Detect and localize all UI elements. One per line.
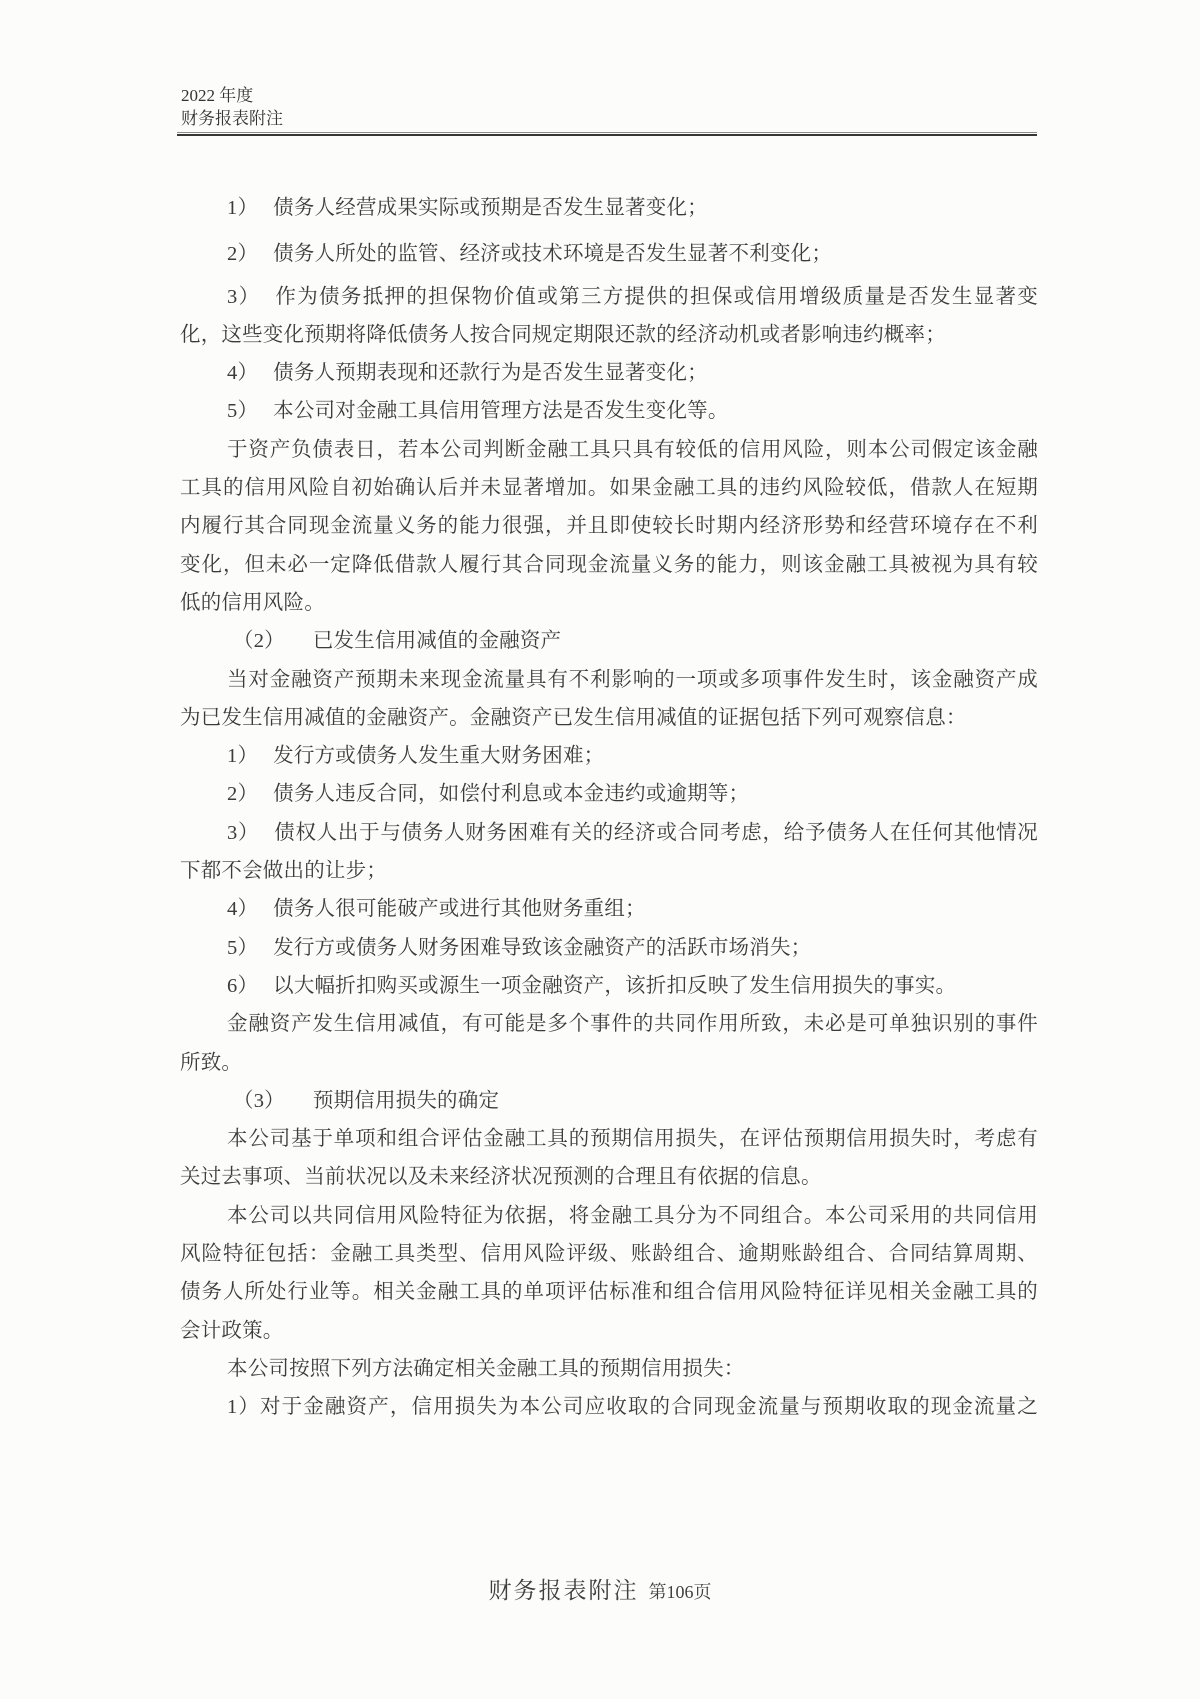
list-marker: 3） <box>227 821 260 844</box>
paragraph-first-line: 金融资产发生信用减值，有可能是多个事件的共同作用所致，未必是可单独识别的事件 <box>227 1013 1038 1036</box>
list-item-text: 债务人所处的监管、经济或技术环境是否发生显著不利变化； <box>273 243 833 266</box>
paragraph-first-line: 于资产负债表日，若本公司判断金融工具只具有较低的信用风险，则本公司假定该金融 <box>227 438 1038 461</box>
section-heading <box>180 622 1038 660</box>
list-marker: 4） <box>227 362 259 385</box>
list-item-text: 债权人出于与债务人财务困难有关的经济或合同考虑，给予债务人在任何其他情况 <box>274 821 1038 844</box>
header-year: 2022 年度 <box>181 86 254 105</box>
heading-text: 已发生信用减值的金融资产 <box>312 630 562 653</box>
list-item-text: 本公司对金融工具信用管理方法是否发生变化等。 <box>273 400 729 423</box>
list-item <box>180 235 1038 273</box>
body-line: 关过去事项、当前状况以及未来经济状况预测的合理且有依据的信息。 <box>180 1166 822 1189</box>
list-marker: 1） <box>227 197 259 219</box>
list-item-text: 债务人违反合同，如偿付利息或本金违约或逾期等； <box>273 783 750 806</box>
body-line: 风险特征包括：金融工具类型、信用风险评级、账龄组合、逾期账龄组合、合同结算周期、 <box>180 1243 1038 1266</box>
heading-marker: （2） <box>233 630 285 653</box>
list-item-text: 债务人经营成果实际或预期是否发生显著变化； <box>273 197 708 219</box>
list-item-text: 发行方或债务人财务困难导致该金融资产的活跃市场消失； <box>273 936 812 959</box>
list-marker: 4） <box>227 898 259 921</box>
list-item-text: 以大幅折扣购买或源生一项金融资产，该折扣反映了发生信用损失的事实。 <box>273 974 957 997</box>
body-line: 债务人所处行业等。相关金融工具的单项评估标准和组合信用风险特征详见相关金融工具的 <box>180 1281 1038 1304</box>
body-line: 为已发生信用减值的金融资产。金融资产已发生信用减值的证据包括下列可观察信息： <box>180 706 967 729</box>
list-marker: 2） <box>227 783 259 806</box>
list-item-text: 作为债务抵押的担保物价值或第三方提供的担保或信用增级质量是否发生显著变 <box>275 285 1039 308</box>
list-item-text: 发行方或债务人发生重大财务困难； <box>273 745 605 768</box>
body-line: 化，这些变化预期将降低债务人按合同规定期限还款的经济动机或者影响违约概率； <box>180 323 946 346</box>
header-doc-title: 财务报表附注 <box>181 109 283 128</box>
list-item <box>180 814 1038 852</box>
paragraph-first-line: 1）对于金融资产，信用损失为本公司应收取的合同现金流量与预期收取的现金流量之 <box>227 1396 1038 1419</box>
list-marker: 6） <box>227 974 259 997</box>
paragraph-first-line: 本公司基于单项和组合评估金融工具的预期信用损失，在评估预期信用损失时，考虑有 <box>227 1128 1038 1151</box>
heading-text: 预期信用损失的确定 <box>312 1089 500 1112</box>
paragraph-first-line: 当对金融资产预期未来现金流量具有不利影响的一项或多项事件发生时，该金融资产成 <box>227 668 1038 691</box>
list-item <box>180 392 1038 430</box>
list-item <box>180 890 1038 928</box>
heading-marker: （3） <box>233 1089 285 1112</box>
body-line: 下都不会做出的让步； <box>180 860 387 883</box>
paragraph-first-line: 本公司以共同信用风险特征为依据，将金融工具分为不同组合。本公司采用的共同信用 <box>227 1204 1038 1227</box>
body-line: 低的信用风险。 <box>180 591 325 614</box>
list-marker: 2） <box>227 243 259 266</box>
list-item <box>180 775 1038 813</box>
header-rule <box>177 132 1037 136</box>
body-line: 所致。 <box>180 1051 243 1074</box>
body-line: 变化，但未必一定降低借款人履行其合同现金流量义务的能力，则该金融工具被视为具有较 <box>180 553 1038 576</box>
list-marker: 1） <box>227 745 259 768</box>
page-footer <box>0 1572 1200 1605</box>
list-item <box>180 929 1038 967</box>
list-marker: 5） <box>227 936 259 959</box>
footer-page-number: 第106页 <box>648 1582 712 1602</box>
list-marker: 5） <box>227 400 259 423</box>
list-item-text: 债务人很可能破产或进行其他财务重组； <box>273 898 646 921</box>
footer-doc-title: 财务报表附注 <box>488 1578 639 1603</box>
list-item <box>180 189 1038 227</box>
paragraph-first-line: 本公司按照下列方法确定相关金融工具的预期信用损失： <box>227 1357 745 1380</box>
body-line: 工具的信用风险自初始确认后并未显著增加。如果金融工具的违约风险较低，借款人在短期 <box>180 477 1038 500</box>
body-line: 会计政策。 <box>180 1319 284 1342</box>
section-heading <box>180 1082 1038 1120</box>
page-header <box>181 84 283 130</box>
list-item <box>180 967 1038 1005</box>
list-marker: 3） <box>227 285 261 308</box>
document-body <box>180 189 1038 1427</box>
list-item <box>180 737 1038 775</box>
list-item-text: 债务人预期表现和还款行为是否发生显著变化； <box>273 362 708 385</box>
list-item <box>180 278 1038 316</box>
body-line: 内履行其合同现金流量义务的能力很强，并且即使较长时期内经济形势和经营环境存在不利 <box>180 515 1038 538</box>
list-item <box>180 354 1038 392</box>
